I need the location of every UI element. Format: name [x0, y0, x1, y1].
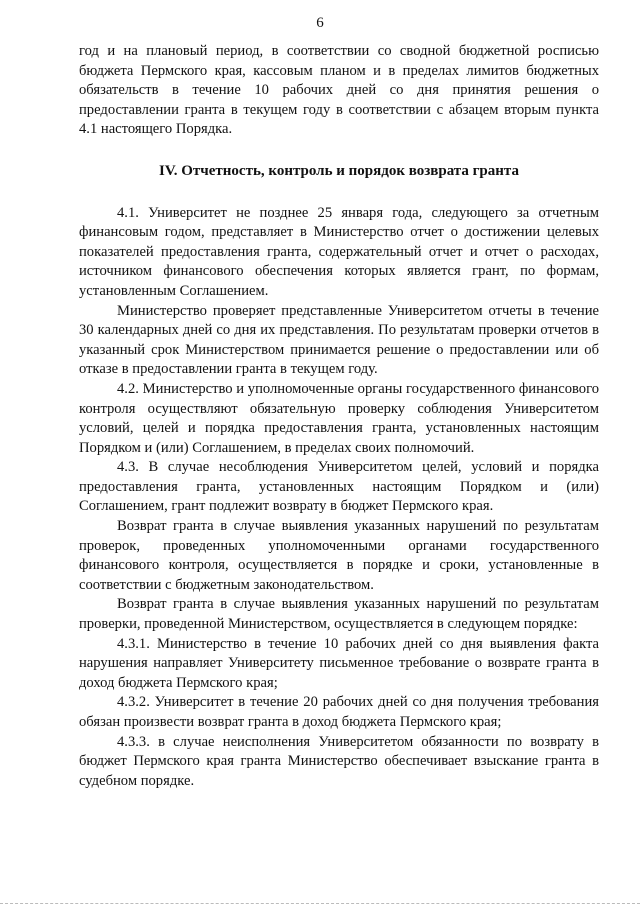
paragraph-4-3-3: 4.3.3. в случае неисполнения Университетом обязанности по возврату в бюджет Пермского края гранта Министерство обеспечивает взыскание гранта в судебном порядке. [79, 733, 599, 789]
paragraph-4-3-return-ministry: Возврат гранта в случае выявления указанных нарушений по результатам проверки, проведенной Министерством, осуществляется в следующем порядке: [79, 596, 599, 633]
paragraph-4-2: 4.2. Министерство и уполномоченные органы государственного финансового контроля осуществляют обязательную проверку соблюдения Университетом условий, целей и порядка предоставления гранта, установленных настоящим Порядком и (или) Соглашением, в пределах своих полномочий. [79, 380, 599, 456]
document-body [79, 42, 599, 791]
paragraph-4-3-2: 4.3.2. Университет в течение 20 рабочих дней со дня получения требования обязан произвести возврат гранта в доход бюджета Пермского края; [79, 694, 599, 730]
paragraph-4-1: 4.1. Университет не позднее 25 января года, следующего за отчетным финансовым годом, представляет в Министерство отчет о достижении целевых показателей предоставления гранта, содержательный отчет и отчет о расходах, источником финансового обеспечения которых является грант, по формам, установленным Соглашением. [79, 204, 599, 299]
paragraph-continuation: год и на плановый период, в соответствии со сводной бюджетной росписью бюджета Пермского края, кассовым планом и в пределах лимитов бюджетных обязательств в течение 10 рабочих дней со дня принятия решения о предоставлении гранта в текущем году в соответствии с абзацем вторым пункта 4.1 настоящего Порядка. [79, 43, 599, 138]
paragraph-4-1-review: Министерство проверяет представленные Университетом отчеты в течение 30 календарных дней со дня их представления. По результатам проверки отчетов в указанный срок Министерством принимается решение о предоставлении или об отказе в предоставлении гранта в текущем году. [79, 302, 599, 378]
section-heading: IV. Отчетность, контроль и порядок возврата гранта [159, 162, 519, 179]
paragraph-4-3: 4.3. В случае несоблюдения Университетом целей, условий и порядка предоставления гранта, установленных настоящим Порядком и (или) Соглашением, грант подлежит возврату в бюджет Пермского края. [79, 459, 599, 515]
paragraph-4-3-return-control: Возврат гранта в случае выявления указанных нарушений по результатам проверок, проведенных уполномоченными органами государственного финансового контроля, осуществляется в порядке и сроки, установленные в соответствии с бюджетным законодательством. [79, 518, 599, 593]
page-number: 6 [316, 15, 324, 31]
paragraph-4-3-1: 4.3.1. Министерство в течение 10 рабочих дней со дня выявления факта нарушения направляет Университету письменное требование о возврате гранта в доход бюджета Пермского края; [79, 635, 599, 691]
